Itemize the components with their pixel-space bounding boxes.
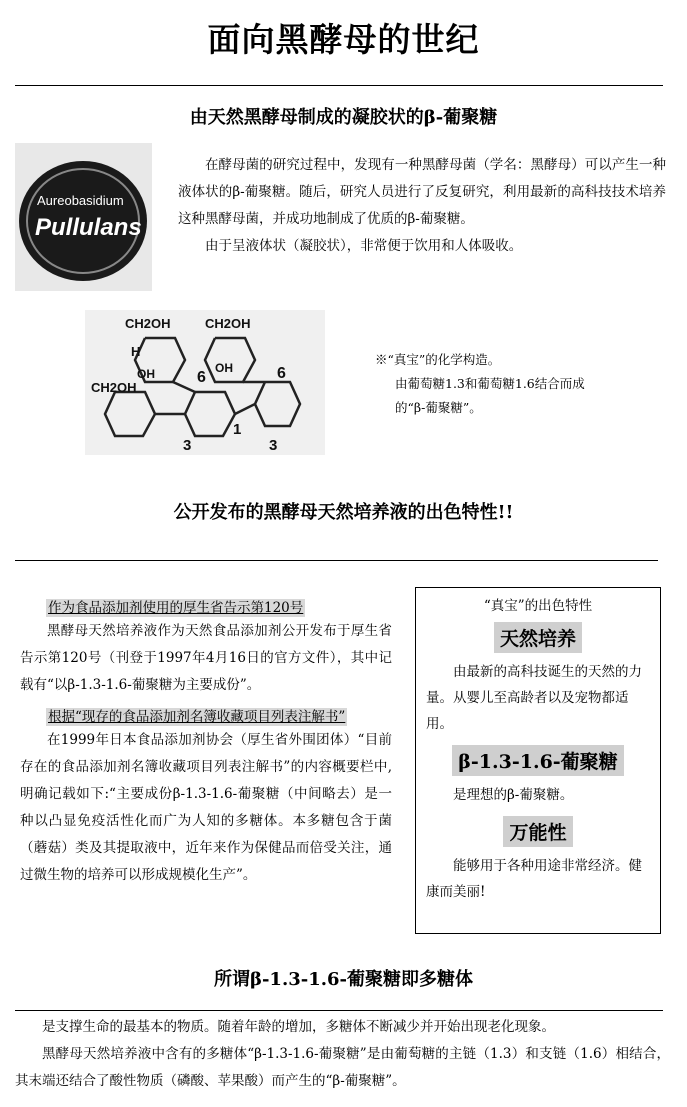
notice-paragraph: 黑酵母天然培养液作为天然食品添加剂公开发布于厚生省告示第120号（刊登于1997年4月16日的官方文件），其中记载有“以β-1.3-1.6-葡聚糖为主要成份”。 bbox=[20, 623, 392, 693]
structure-label-5: OH bbox=[137, 367, 155, 381]
structure-label-3: CH2OH bbox=[91, 380, 137, 395]
structure-label-7: 6 bbox=[197, 369, 206, 386]
divider bbox=[15, 85, 663, 86]
section2-heading: 公开发布的黑酵母天然培养液的出色特性!! bbox=[173, 502, 514, 523]
feature-badge-versatile: 万能性 bbox=[503, 816, 572, 847]
pullulans-logo bbox=[15, 143, 152, 291]
divider bbox=[15, 560, 658, 561]
annotation-paragraph: 在1999年日本食品添加剂协会（厚生省外围团体）“目前存在的食品添加剂名簿收藏项目列表注解书”的内容概要栏中,明确记载如下:“主要成份β-1.3-1.6-葡聚糖（中间略去）是一种以凸显免疫活性化而广为人知的多糖体。本多糖包含于菌（蘑菇）类及其提取液中，近年来作为保健品而倍受关注，通过微生物的培养可以形成规模化生产”。 bbox=[20, 732, 392, 883]
structure-label-10: 1 bbox=[233, 421, 242, 438]
section2-body bbox=[20, 596, 392, 889]
structure-label-8: 6 bbox=[277, 365, 286, 382]
chemical-structure-diagram bbox=[85, 310, 325, 455]
structure-note-line-3: 的“β-葡聚糖”。 bbox=[395, 400, 482, 415]
structure-label-2: CH2OH bbox=[205, 316, 251, 331]
logo-line2: Pullulans bbox=[35, 214, 142, 241]
page-title: 面向黑酵母的世纪 bbox=[207, 20, 480, 59]
feature-text-versatile: 能够用于各种用途非常经济。健康而美丽! bbox=[426, 858, 642, 900]
feature-badge-glucan: β-1.3-1.6-葡聚糖 bbox=[452, 745, 623, 776]
structure-label-11: 3 bbox=[269, 437, 278, 454]
structure-label-1: CH2OH bbox=[125, 316, 171, 331]
structure-note-line-1: ※“真宝”的化学构造。 bbox=[375, 352, 501, 367]
features-box bbox=[415, 587, 661, 934]
intro-paragraph-1: 在酵母菌的研究过程中，发现有一种黑酵母菌（学名：黑酵母）可以产生一种液体状的β-葡聚糖。随后，研究人员进行了反复研究，利用最新的高科技技术培养这种黑酵母菌，并成功地制成了优质的β-葡聚糖。 bbox=[178, 157, 666, 227]
intro-paragraph-2: 由于呈液体状（凝胶状），非常便于饮用和人体吸收。 bbox=[205, 238, 523, 254]
structure-label-4: H bbox=[131, 344, 141, 359]
feature-badge-natural: 天然培养 bbox=[494, 622, 582, 653]
logo-line1: Aureobasidium bbox=[37, 193, 124, 208]
polysaccharide-paragraph-2: 黑酵母天然培养液中含有的多糖体“β-1.3-1.6-葡聚糖”是由葡萄糖的主链（1.3）和支链（1.6）相结合，其末端还结合了酸性物质（磷酸、苹果酸）而产生的“β-葡聚糖”。 bbox=[15, 1046, 670, 1089]
polysaccharide-paragraph-1: 是支撑生命的最基本的物质。随着年龄的增加，多糖体不断减少并开始出现老化现象。 bbox=[42, 1019, 555, 1035]
section3-heading: 所谓β-1.3-1.6-葡聚糖即多糖体 bbox=[214, 969, 473, 990]
structure-label-6: OH bbox=[215, 361, 233, 375]
feature-text-glucan: 是理想的β-葡聚糖。 bbox=[453, 787, 574, 803]
divider bbox=[15, 1010, 663, 1011]
annotation-subheading: 根据“现存的食品添加剂名簿收藏项目列表注解书” bbox=[48, 709, 346, 725]
section3-body bbox=[15, 1014, 670, 1095]
features-caption: “真宝”的出色特性 bbox=[483, 598, 593, 614]
notice-subheading: 作为食品添加剂使用的厚生省告示第120号 bbox=[48, 600, 304, 616]
feature-text-natural: 由最新的高科技诞生的天然的力量。从婴儿至高龄者以及宠物都适用。 bbox=[426, 664, 642, 732]
structure-note bbox=[375, 348, 585, 420]
structure-note-line-2: 由葡萄糖1.3和葡萄糖1.6结合而成 bbox=[395, 376, 585, 391]
structure-label-9: 3 bbox=[183, 437, 192, 454]
section1-heading: 由天然黑酵母制成的凝胶状的β-葡聚糖 bbox=[189, 107, 498, 128]
intro-text bbox=[178, 152, 666, 260]
